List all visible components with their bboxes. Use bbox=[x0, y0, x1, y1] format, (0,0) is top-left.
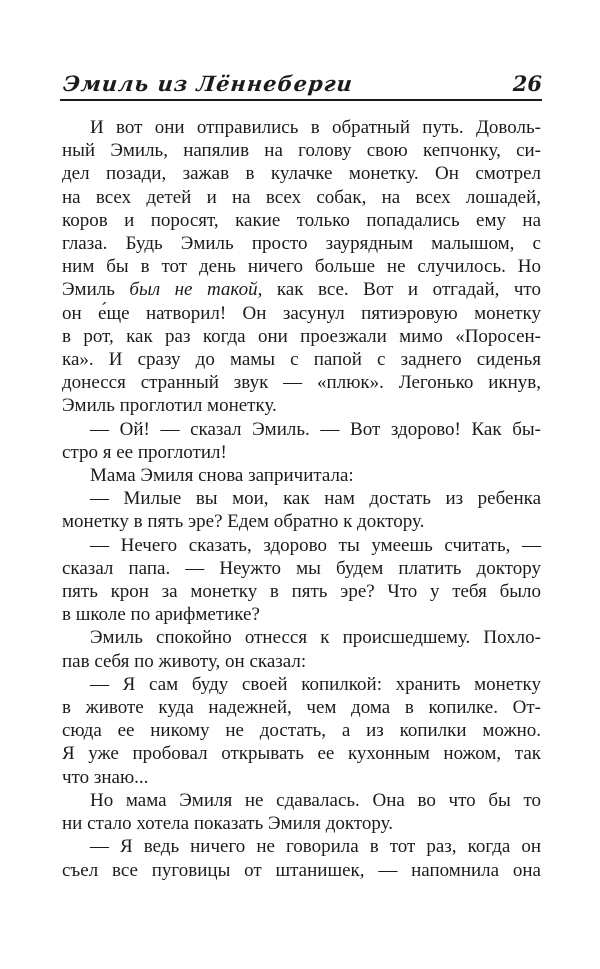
text-line: — Я сам буду своей копилкой: хранить монетку bbox=[90, 673, 541, 695]
text-line: дел позади, зажав в кулачке монетку. Он смотрел bbox=[62, 163, 541, 185]
text-line: съел все пуговицы от штанишек, — напомнила она bbox=[62, 859, 541, 881]
text-line: И вот они отправились в обратный путь. Доволь- bbox=[90, 117, 541, 138]
text-line: ный Эмиль, напялив на голову свою кепчонку, си- bbox=[62, 140, 541, 162]
text-line: донесся странный звук — «плюк». Легонько икнув, bbox=[62, 372, 541, 394]
text-line: пав себя по животу, он сказал: bbox=[62, 650, 307, 672]
text-line: монетку в пять эре? Едем обратно к доктору. bbox=[62, 511, 425, 533]
text-line: Мама Эмиля снова запричитала: bbox=[90, 465, 354, 487]
page-header bbox=[62, 66, 542, 96]
text-line: в рот, как раз когда они проезжали мимо «Поросен- bbox=[62, 325, 541, 347]
text-line: Эмиль был не такой, как все. Вот и отгадай, что bbox=[62, 279, 541, 301]
text-line: в школе по арифметике? bbox=[62, 604, 260, 626]
text-line: на всех детей и на всех собак, на всех лошадей, bbox=[62, 186, 541, 208]
text-line: сюда ее никому не достать, а из копилки можно. bbox=[62, 720, 541, 742]
text-line: что знаю... bbox=[62, 766, 149, 788]
text-line: коров и поросят, какие только попадались ему на bbox=[62, 209, 541, 231]
header-rule bbox=[60, 99, 542, 101]
text-line: ни стало хотела показать Эмиля доктору. bbox=[62, 813, 394, 835]
page-number: 26 bbox=[512, 71, 542, 96]
text-line: Эмиль проглотил монетку. bbox=[62, 395, 277, 417]
text-line: ним бы в тот день ничего больше не случилось. Но bbox=[62, 256, 541, 278]
text-line: — Нечего сказать, здорово ты умеешь считать, — bbox=[90, 534, 541, 556]
text-line: Но мама Эмиля не сдавалась. Она во что бы то bbox=[90, 789, 541, 811]
text-line: Эмиль спокойно отнесся к происшедшему. Похло- bbox=[90, 627, 541, 649]
running-title: Эмиль из Лённеберги bbox=[62, 71, 355, 96]
text-line: стро я ее проглотил! bbox=[62, 441, 227, 463]
text-line: — Милые вы мои, как нам достать из ребенка bbox=[90, 488, 541, 510]
text-line: ка». И сразу до мамы с папой с заднего сиденья bbox=[62, 349, 541, 371]
page-text bbox=[62, 116, 541, 882]
text-line: глаза. Будь Эмиль просто заурядным малышом, с bbox=[62, 233, 541, 255]
text-line: он е́ще натворил! Он засунул пятиэровую монетку bbox=[62, 302, 541, 324]
text-line: пять крон за монетку в пять эре? Что у тебя было bbox=[62, 581, 541, 603]
text-line: — Ой! — сказал Эмиль. — Вот здорово! Как бы- bbox=[90, 418, 541, 440]
text-line: в животе куда надежней, чем дома в копилке. От- bbox=[62, 697, 541, 719]
text-line: сказал папа. — Неужто мы будем платить доктору bbox=[62, 557, 541, 579]
text-line: — Я ведь ничего не говорила в тот раз, когда он bbox=[90, 836, 541, 858]
text-line: Я уже пробовал открывать ее кухонным ножом, так bbox=[62, 743, 541, 765]
